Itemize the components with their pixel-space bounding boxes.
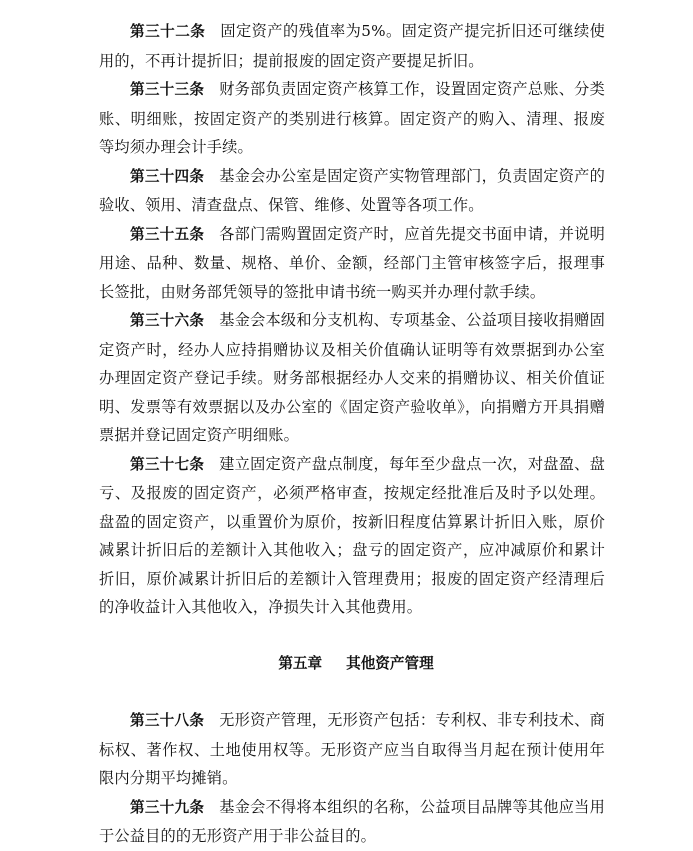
article-32 — [99, 17, 605, 75]
chapter-number: 第五章 — [278, 654, 323, 672]
article-number: 第三十八条 — [130, 712, 205, 729]
article-number: 第三十三条 — [130, 81, 205, 98]
article-number: 第三十四条 — [130, 167, 205, 185]
article-number: 第三十七条 — [130, 455, 205, 473]
article-text: 财务部负责固定资产核算工作，设置固定资产总账、分类账、明细账，按固定资产的类别进行核算。固定资产的购入、清理、报废等均须办理会计手续。 — [99, 80, 605, 156]
article-37 — [99, 450, 605, 622]
article-text: 基金会本级和分支机构、专项基金、公益项目接收捐赠固定资产时，经办人应持捐赠协议及相关价值确认证明等有效票据到办公室办理固定资产登记手续。财务部根据经办人交来的捐赠协议、相关价值证明、发票等有效票据以及办公室的《固定资产验收单》，向捐赠方开具捐赠票据并登记固定资产明细账。 — [99, 311, 605, 444]
article-number: 第三十二条 — [130, 23, 206, 40]
article-text: 建立固定资产盘点制度，每年至少盘点一次，对盘盈、盘亏、及报废的固定资产，必须严格审查，按规定经批准后及时予以处理。盘盈的固定资产，以重置价为原价，按新旧程度估算累计折旧入账，原价减累计折旧后的差额计入其他收入；盘亏的固定资产，应冲减原价和累计折旧，原价减累计折旧后的差额计入管理费用；报废的固定资产经清理后的净收益计入其他收入，净损失计入其他费用。 — [99, 454, 605, 616]
article-number: 第三十五条 — [130, 225, 205, 243]
article-33 — [99, 75, 605, 162]
article-text: 无形资产管理，无形资产包括：专利权、非专利技术、商标权、著作权、土地使用权等。无形资产应当自取得当月起在预计使用年限内分期平均摊销。 — [99, 711, 605, 787]
chapter-title: 其他资产管理 — [346, 654, 434, 672]
article-text: 基金会不得将本组织的名称，公益项目品牌等其他应当用于公益目的的无形资产用于非公益目的。 — [99, 797, 605, 845]
article-36 — [99, 306, 605, 450]
article-text: 固定资产的残值率为5%。固定资产提完折旧还可继续使用的，不再计提折旧；提前报废的固定资产要提足折旧。 — [99, 22, 605, 70]
article-35 — [99, 220, 605, 307]
article-39 — [99, 793, 605, 851]
article-38 — [99, 706, 605, 793]
article-text: 各部门需购置固定资产时，应首先提交书面申请，并说明用途、品种、数量、规格、单价、金额，经部门主管审核签字后，报理事长签批，由财务部凭领导的签批申请书统一购买并办理付款手续。 — [99, 224, 605, 301]
article-number: 第三十九条 — [130, 798, 205, 816]
article-34 — [99, 162, 605, 220]
article-text: 基金会办公室是固定资产实物管理部门，负责固定资产的验收、领用、清查盘点、保管、维修、处置等各项工作。 — [99, 166, 605, 214]
article-number: 第三十六条 — [130, 312, 205, 329]
chapter-heading — [99, 650, 605, 679]
